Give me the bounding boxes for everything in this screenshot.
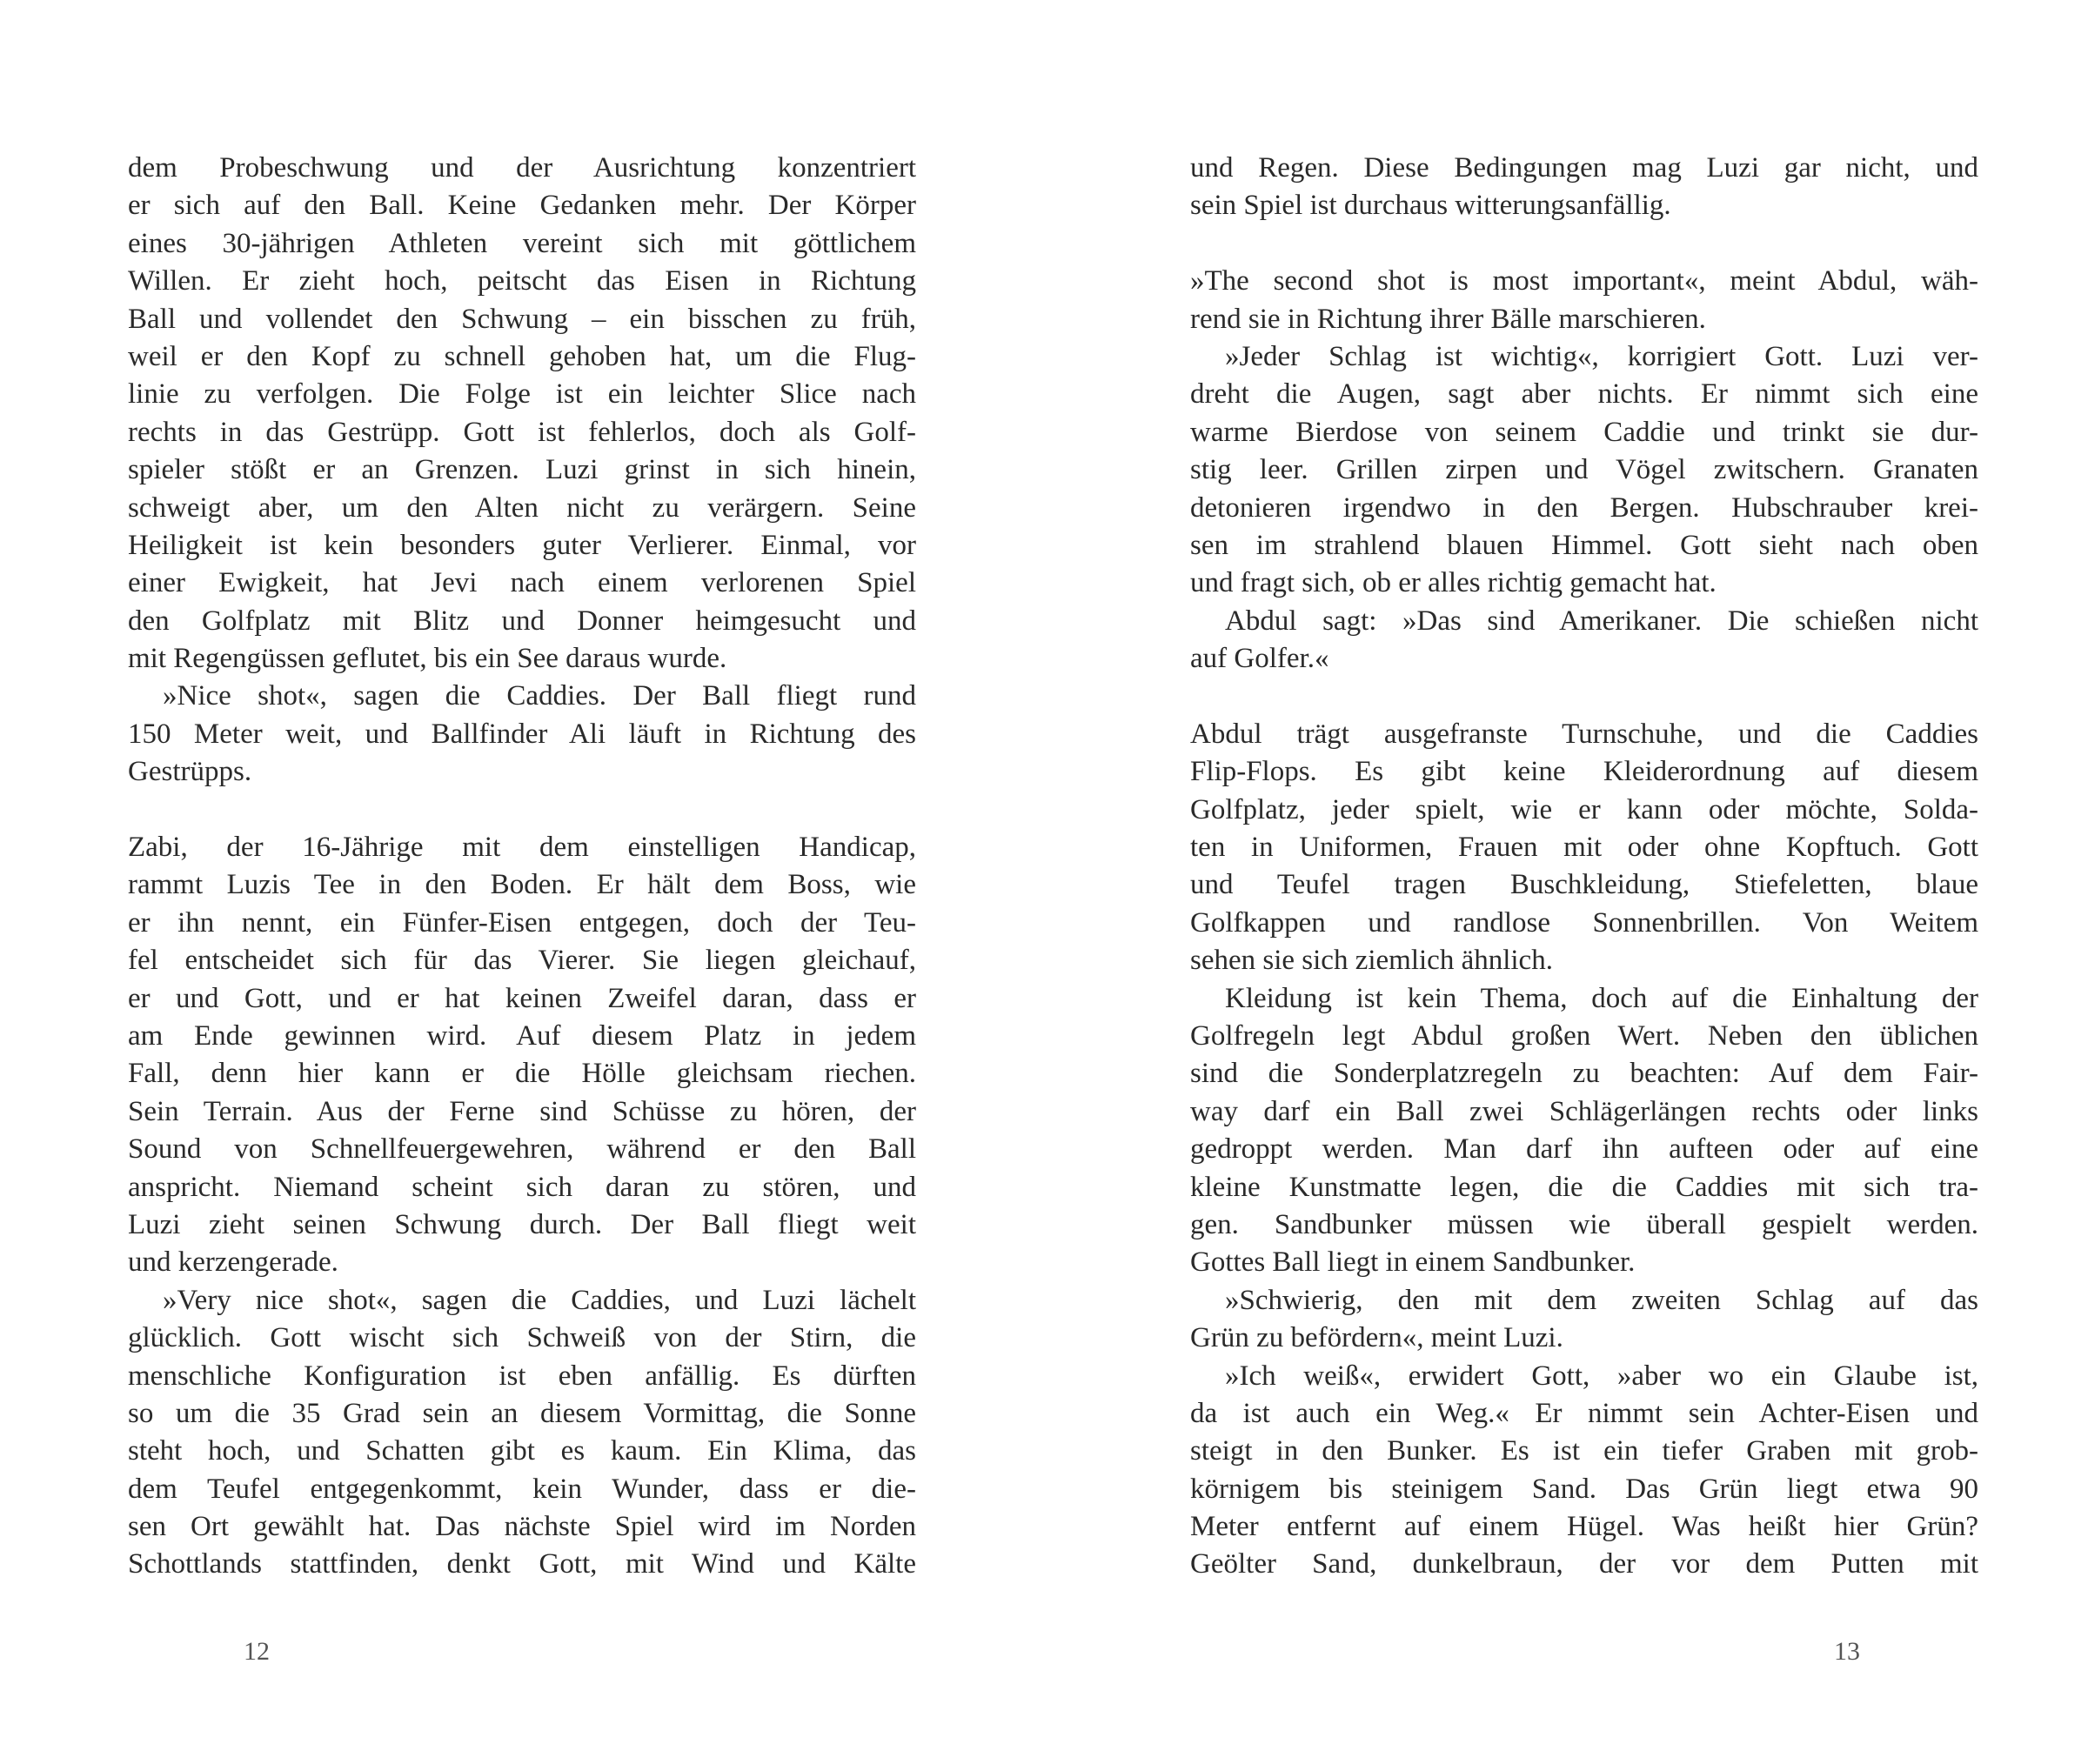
text-line: Kleidung ist kein Thema, doch auf die Einhaltung der (1225, 982, 1978, 1014)
page-number: 13 (1834, 1637, 1860, 1666)
paragraph (1190, 1282, 1978, 1358)
section-break (1190, 225, 1978, 263)
text-line: kleine Kunstmatte legen, die die Caddies mit sich tra- (1190, 1171, 1978, 1203)
text-line: und Teufel tragen Buschkleidung, Stiefeletten, blaue (1190, 869, 1978, 901)
text-line: 150 Meter weit, und Ballfinder Ali läuft in Richtung des (128, 718, 916, 750)
text-line: mit Regengüssen geflutet, bis ein See daraus wurde. (128, 643, 727, 675)
text-line: linie zu verfolgen. Die Folge ist ein leichter Slice nach (128, 378, 916, 411)
text-line: dreht die Augen, sagt aber nichts. Er nimmt sich eine (1190, 378, 1978, 411)
text-line: sen im strahlend blauen Himmel. Gott sieht nach oben (1190, 529, 1978, 561)
text-line: Gottes Ball liegt in einem Sandbunker. (1190, 1246, 1636, 1279)
text-line: Schottlands stattfinden, denkt Gott, mit Wind und Kälte (128, 1548, 916, 1580)
text-line: fel entscheidet sich für das Vierer. Sie liegen gleichauf, (128, 945, 916, 977)
text-line: »Nice shot«, sagen die Caddies. Der Ball fliegt rund (163, 680, 916, 712)
text-line: steigt in den Bunker. Es ist ein tiefer Graben mit grob- (1190, 1435, 1978, 1467)
text-line: sein Spiel ist durchaus witterungsanfällig. (1190, 190, 1671, 222)
text-line: sehen sie sich ziemlich ähnlich. (1190, 945, 1553, 977)
text-line: so um die 35 Grad sein an diesem Vormittag, die Sonne (128, 1397, 916, 1429)
text-line: »Schwierig, den mit dem zweiten Schlag auf das (1225, 1284, 1978, 1316)
text-column (128, 150, 916, 1584)
text-line: rechts in das Gestrüpp. Gott ist fehlerlos, doch als Golf- (128, 416, 916, 448)
text-line: sen Ort gewählt hat. Das nächste Spiel wird im Norden (128, 1511, 916, 1543)
text-line: Heiligkeit ist kein besonders guter Verlierer. Einmal, vor (128, 529, 916, 561)
text-line: körnigem bis steinigem Sand. Das Grün liegt etwa 90 (1190, 1473, 1978, 1505)
text-line: Meter entfernt auf einem Hügel. Was heißt hier Grün? (1190, 1511, 1978, 1543)
section-break (1190, 678, 1978, 715)
page-number: 12 (244, 1637, 270, 1666)
right-page (1044, 0, 2088, 1764)
section-break (128, 792, 916, 829)
paragraph (1190, 603, 1978, 678)
text-line: warme Bierdose von seinem Caddie und trinkt sie dur- (1190, 416, 1978, 448)
text-line: anspricht. Niemand scheint sich daran zu stören, und (128, 1171, 916, 1203)
text-line: Fall, denn hier kann er die Hölle gleichsam riechen. (128, 1058, 916, 1090)
text-line: dem Teufel entgegenkommt, kein Wunder, dass er die- (128, 1473, 916, 1505)
text-line: rammt Luzis Tee in den Boden. Er hält dem Boss, wie (128, 869, 916, 901)
text-line: da ist auch ein Weg.« Er nimmt sein Achter-Eisen und (1190, 1397, 1978, 1429)
text-line: Luzi zieht seinen Schwung durch. Der Ball fliegt weit (128, 1208, 916, 1240)
paragraph (1190, 1358, 1978, 1584)
text-line: sind die Sonderplatzregeln zu beachten: Auf dem Fair- (1190, 1058, 1978, 1090)
paragraph (128, 150, 916, 678)
text-line: Golfkappen und randlose Sonnenbrillen. Von Weitem (1190, 906, 1978, 939)
text-column (1190, 150, 1978, 1584)
paragraph (1190, 263, 1978, 338)
text-line: weil er den Kopf zu schnell gehoben hat, um die Flug- (128, 340, 916, 372)
paragraph (1190, 150, 1978, 225)
text-line: stig leer. Grillen zirpen und Vögel zwitschern. Granaten (1190, 454, 1978, 486)
text-line: »Jeder Schlag ist wichtig«, korrigiert Gott. Luzi ver- (1225, 340, 1978, 372)
text-line: er sich auf den Ball. Keine Gedanken mehr. Der Körper (128, 190, 916, 222)
text-line: Willen. Er zieht hoch, peitscht das Eisen in Richtung (128, 265, 916, 297)
text-line: gedroppt werden. Man darf ihn aufteen oder auf eine (1190, 1133, 1978, 1166)
text-line: spieler stößt er an Grenzen. Luzi grinst in sich hinein, (128, 454, 916, 486)
text-line: Golfplatz, jeder spielt, wie er kann oder möchte, Solda- (1190, 793, 1978, 825)
text-line: Abdul trägt ausgefranste Turnschuhe, und die Caddies (1190, 718, 1978, 750)
text-line: gen. Sandbunker müssen wie überall gespielt werden. (1190, 1208, 1978, 1240)
paragraph (1190, 980, 1978, 1282)
text-line: und kerzengerade. (128, 1246, 338, 1279)
text-line: Sound von Schnellfeuergewehren, während er den Ball (128, 1133, 916, 1166)
text-line: Grün zu befördern«, meint Luzi. (1190, 1322, 1563, 1354)
text-line: steht hoch, und Schatten gibt es kaum. Ein Klima, das (128, 1435, 916, 1467)
text-line: Zabi, der 16-Jährige mit dem einstelligen Handicap, (128, 832, 916, 864)
text-line: und Regen. Diese Bedingungen mag Luzi gar nicht, und (1190, 152, 1978, 184)
paragraph (128, 829, 916, 1282)
text-line: und fragt sich, ob er alles richtig gemacht hat. (1190, 567, 1717, 599)
text-line: schweigt aber, um den Alten nicht zu verärgern. Seine (128, 491, 916, 524)
text-line: am Ende gewinnen wird. Auf diesem Platz in jedem (128, 1019, 916, 1052)
text-line: er ihn nennt, ein Fünfer-Eisen entgegen, doch der Teu- (128, 906, 916, 939)
paragraph (128, 1282, 916, 1584)
text-line: »Very nice shot«, sagen die Caddies, und Luzi lächelt (163, 1284, 916, 1316)
text-line: Geölter Sand, dunkelbraun, der vor dem Putten mit (1190, 1548, 1978, 1580)
text-line: rend sie in Richtung ihrer Bälle marschieren. (1190, 303, 1706, 335)
text-line: menschliche Konfiguration ist eben anfällig. Es dürften (128, 1360, 916, 1392)
text-line: Ball und vollendet den Schwung – ein bisschen zu früh, (128, 303, 916, 335)
text-line: Sein Terrain. Aus der Ferne sind Schüsse zu hören, der (128, 1095, 916, 1127)
text-line: er und Gott, und er hat keinen Zweifel daran, dass er (128, 982, 916, 1014)
text-line: way darf ein Ball zwei Schlägerlängen rechts oder links (1190, 1095, 1978, 1127)
text-line: Golfregeln legt Abdul großen Wert. Neben den üblichen (1190, 1019, 1978, 1052)
text-line: Gestrüpps. (128, 756, 252, 788)
paragraph (1190, 716, 1978, 980)
text-line: Flip-Flops. Es gibt keine Kleiderordnung auf diesem (1190, 756, 1978, 788)
text-line: Abdul sagt: »Das sind Amerikaner. Die schießen nicht (1225, 605, 1978, 637)
text-line: »The second shot is most important«, meint Abdul, wäh- (1190, 265, 1978, 297)
text-line: ten in Uniformen, Frauen mit oder ohne Kopftuch. Gott (1190, 832, 1978, 864)
text-line: »Ich weiß«, erwidert Gott, »aber wo ein Glaube ist, (1225, 1360, 1978, 1392)
text-line: dem Probeschwung und der Ausrichtung konzentriert (128, 152, 916, 184)
text-line: detonieren irgendwo in den Bergen. Hubschrauber krei- (1190, 491, 1978, 524)
text-line: einer Ewigkeit, hat Jevi nach einem verlorenen Spiel (128, 567, 916, 599)
paragraph (1190, 338, 1978, 603)
text-line: glücklich. Gott wischt sich Schweiß von der Stirn, die (128, 1322, 916, 1354)
text-line: eines 30-jährigen Athleten vereint sich mit göttlichem (128, 227, 916, 259)
text-line: auf Golfer.« (1190, 643, 1329, 675)
text-line: den Golfplatz mit Blitz und Donner heimgesucht und (128, 605, 916, 637)
paragraph (128, 678, 916, 791)
